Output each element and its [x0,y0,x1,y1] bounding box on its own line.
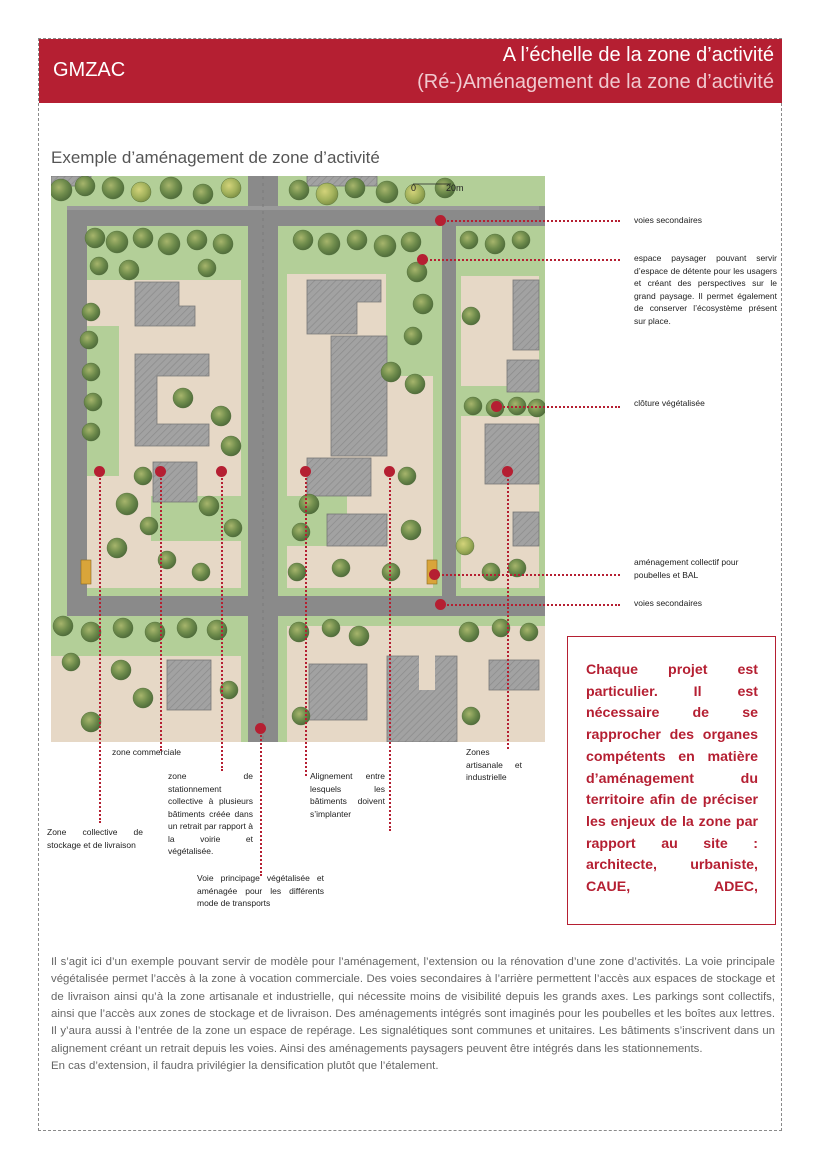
marker-dot [429,569,440,580]
marker-dot [155,466,166,477]
body-paragraph: Il s’agit ici d’un exemple pouvant servir de modèle pour l’aménagement, l’extension ou la rénovation d’une zone d’activités. La voie principale végétalisée permet l’accès à la zone à vocation commerciale. Des voies secondaires à l’arrière permettent l’accès aux espaces de stockage et de livraison ainsi qu’à la zone artisanale et industrielle, qui nécessite moins de visibilité depuis les grands axes. Les parkings sont collectifs, ainsi que l’accès aux zones de stockage et de livraison. Des aménagements intégrés sont imaginés pour les poubelles et les boîtes aux lettres. Il y’aura aussi à l’entrée de la zone un espace de repérage. Les signalétiques sont communes et unitaires. Les bâtiments s’inscrivent dans un alignement créant un retrait depuis les voies. Ainsi des aménagements paysagers peuvent être intégrés dans les stationnements. [51,956,775,1055]
note-box [567,636,776,925]
bin-shelter [81,560,91,584]
body-last-line: En cas d’extension, il faudra privilégier la densification plutôt que l’étalement. [51,1059,439,1072]
scale-zero: 0 [411,183,417,193]
label-zone-commerciale: zone commerciale [112,747,181,757]
marker-dot [384,466,395,477]
label-voie-principale: Voie principage végétalisée et aménagée pour les différents mode de transports [197,873,324,909]
label-espace-paysager: espace paysager pouvant servir d’espace de détente pour les usagers et créant des perspectives sur le grand paysage. Il permet également de conserver l’écosystème présent sur place. [634,253,777,326]
label-zone-stockage: Zone collective de stockage et de livraison [47,827,143,850]
label-voies-secondaires-top: voies secondaires [634,215,703,225]
scale-label: 20m [446,183,464,193]
label-alignement: Alignement entre lesquels les bâtiments doivent s’implanter [310,771,385,819]
label-stationnement: zone de stationnement collective à plusieurs bâtiments créée dans un retrait par rapport à la voirie et végétalisée. [168,771,253,857]
label-voies-secondaires-bottom: voies secondaires [634,598,703,608]
marker-dot [502,466,513,477]
label-zones-artisanale: Zones artisanale et industrielle [466,747,522,783]
marker-dot [216,466,227,477]
section-title: Exemple d’aménagement de zone d’activité [51,148,380,167]
body-text [51,954,775,1075]
note-text: Chaque projet est particulier. Il est nécessaire de se rapprocher des organes compétents en matière d’aménagement du territoire afin de préciser les enjeux de la zone par rapport au site : architecte, urbaniste, CAUE, ADEC, [586,662,758,896]
header-subtitle: (Ré-)Aménagement de la zone d’activité [417,71,774,93]
marker-dot [300,466,311,477]
page-header [39,39,782,103]
marker-dot [491,401,502,412]
label-cloture: clôture végétalisée [634,398,705,408]
label-amenagement-collectif: aménagement collectif pour poubelles et BAL [634,557,739,580]
marker-dot [417,254,428,265]
brand-label: GMZAC [53,59,126,81]
marker-dot [94,466,105,477]
marker-dot [435,599,446,610]
header-title: A l’échelle de la zone d’activité [502,44,774,66]
marker-dot [255,723,266,734]
marker-dot [435,215,446,226]
